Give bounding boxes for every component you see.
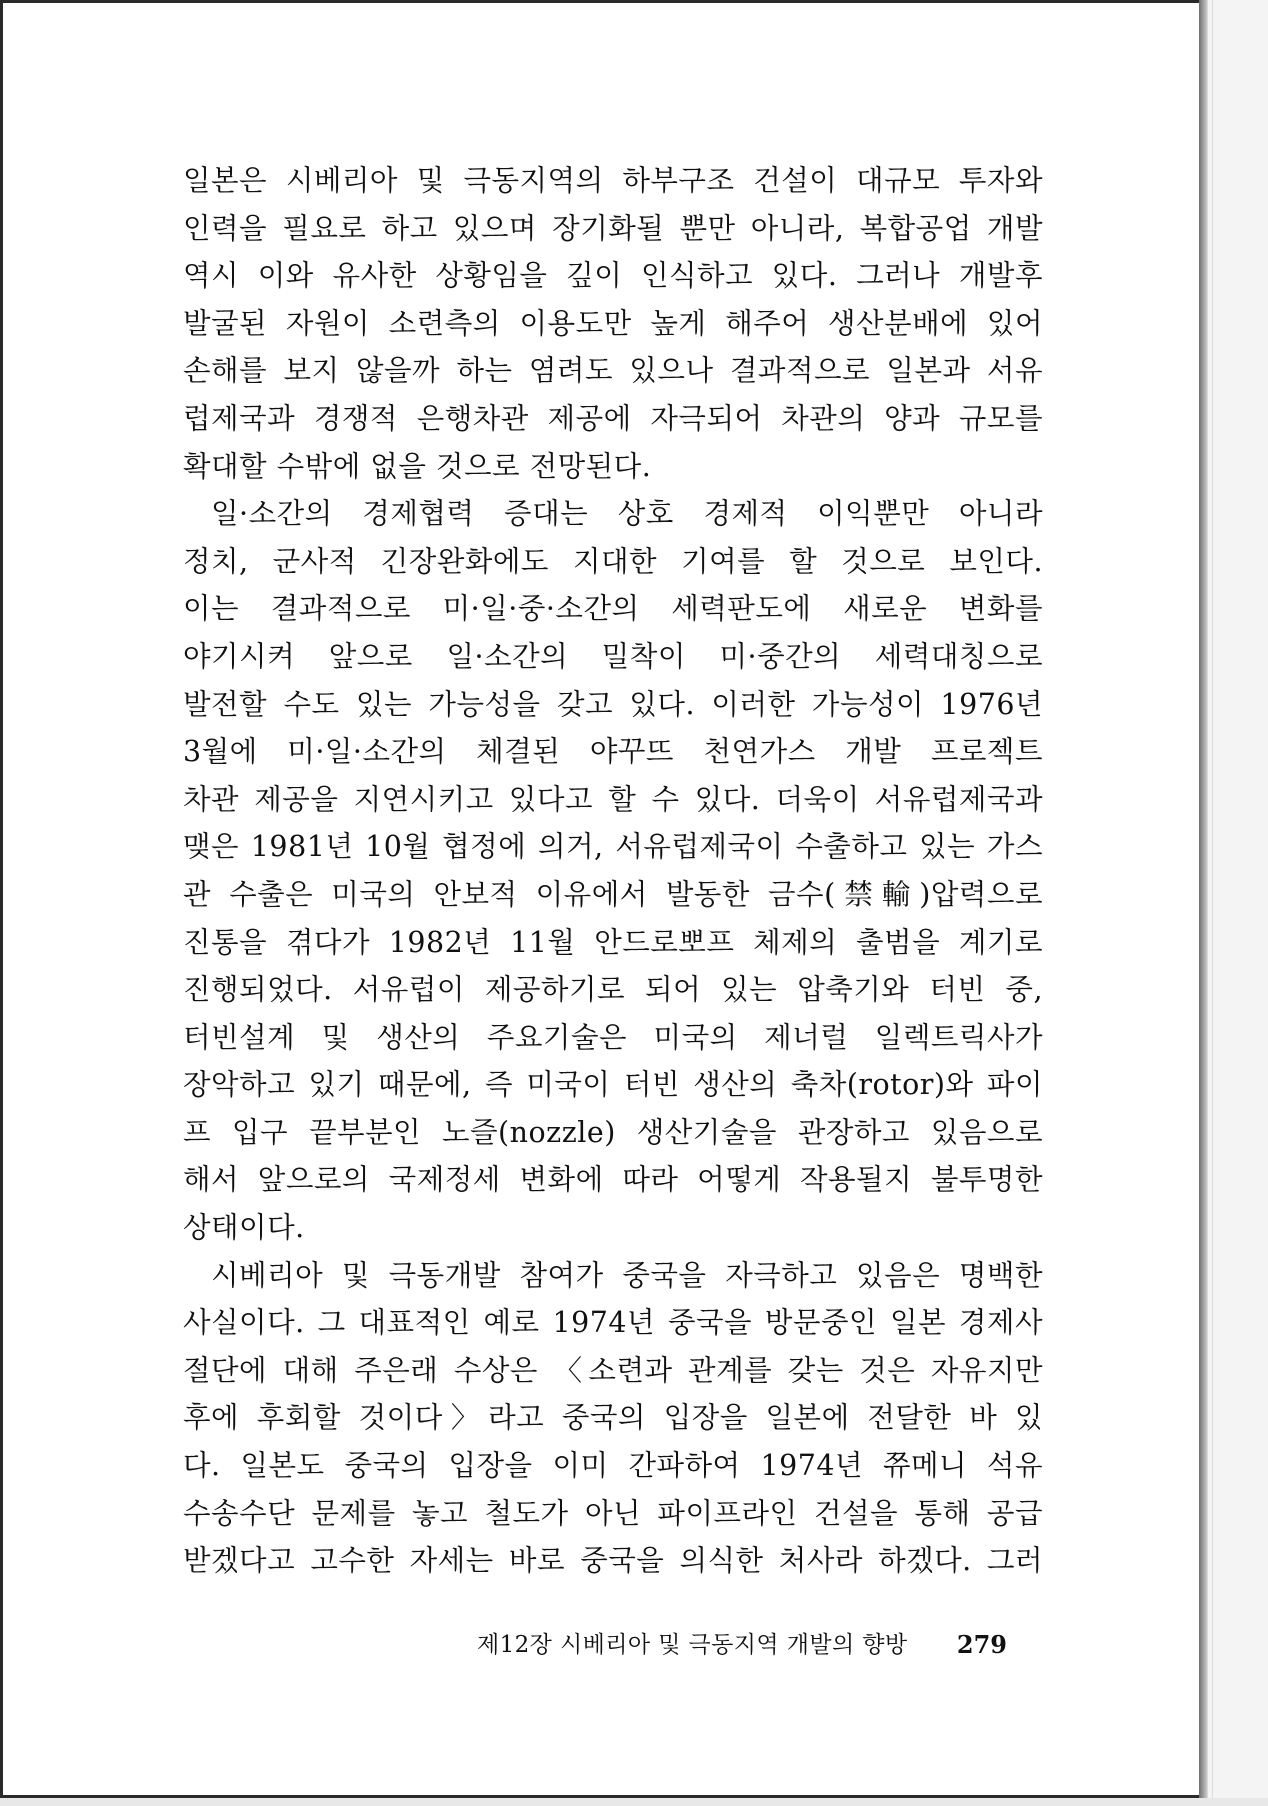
text-line: 사실이다. 그 대표적인 예로 1974년 중국을 방문중인 일본 경제사 xyxy=(183,1306,1043,1340)
page-bottom-edge xyxy=(0,1798,1268,1806)
text-line: 진통을 겪다가 1982년 11월 안드로뽀프 체제의 출범을 계기로 xyxy=(183,925,1043,959)
text-line: 일본은 시베리아 및 극동지역의 하부구조 건설이 대규모 투자와 xyxy=(183,164,1043,197)
running-footer xyxy=(477,1627,1007,1663)
text-line: 발전할 수도 있는 가능성을 갖고 있다. 이러한 가능성이 1976년 xyxy=(183,687,1043,721)
text-line: 일·소간의 경제협력 증대는 상호 경제적 이익뿐만 아니라 xyxy=(211,497,1043,531)
page-edge-shadow xyxy=(1199,0,1207,1798)
text-line: 해서 앞으로의 국제정세 변화에 따라 어떻게 작용될지 불투명한 xyxy=(183,1163,1043,1197)
chapter-running-title: 제12장 시베리아 및 극동지역 개발의 향방 xyxy=(477,1632,908,1658)
text-line: 상태이다. xyxy=(183,1211,305,1245)
page-stack-edge xyxy=(1207,0,1268,1806)
text-line: 프 입구 끝부분인 노즐(nozzle) 생산기술을 관장하고 있음으로 xyxy=(183,1115,1043,1149)
text-line: 야기시켜 앞으로 일·소간의 밀착이 미·중간의 세력대칭으로 xyxy=(183,639,1043,673)
text-line: 차관 제공을 지연시키고 있다고 할 수 있다. 더욱이 서유럽제국과 xyxy=(183,782,1043,816)
page-number: 279 xyxy=(956,1630,1007,1659)
text-line: 진행되었다. 서유럽이 제공하기로 되어 있는 압축기와 터빈 중, xyxy=(183,973,1043,1007)
text-line: 맺은 1981년 10월 협정에 의거, 서유럽제국이 수출하고 있는 가스 xyxy=(183,830,1043,864)
text-line: 인력을 필요로 하고 있으며 장기화될 뿐만 아니라, 복합공업 개발 xyxy=(183,211,1043,245)
text-line: 3월에 미·일·소간의 체결된 야꾸뜨 천연가스 개발 프로젝트 xyxy=(183,735,1043,769)
text-line: 이는 결과적으로 미·일·중·소간의 세력판도에 새로운 변화를 xyxy=(183,592,1043,626)
text-line: 발굴된 자원이 소련측의 이용도만 높게 해주어 생산분배에 있어 xyxy=(183,306,1043,340)
text-line: 다. 일본도 중국의 입장을 이미 간파하여 1974년 쮸메니 석유 xyxy=(183,1449,1043,1483)
text-line: 터빈설계 및 생산의 주요기술은 미국의 제너럴 일렉트릭사가 xyxy=(183,1020,1043,1054)
text-line: 럽제국과 경쟁적 은행차관 제공에 자극되어 차관의 양과 규모를 xyxy=(183,401,1043,435)
text-line: 손해를 보지 않을까 하는 염려도 있으나 결과적으로 일본과 서유 xyxy=(183,354,1043,388)
body-text xyxy=(183,157,1043,1585)
text-line: 수송수단 문제를 놓고 철도가 아닌 파이프라인 건설을 통해 공급 xyxy=(183,1496,1043,1530)
text-line: 후에 후회할 것이다〉라고 중국의 입장을 일본에 전달한 바 있 xyxy=(183,1401,1043,1435)
text-line: 정치, 군사적 긴장완화에도 지대한 기여를 할 것으로 보인다. xyxy=(183,544,1043,578)
text-line: 장악하고 있기 때문에, 즉 미국이 터빈 생산의 축차(rotor)와 파이 xyxy=(183,1068,1043,1102)
text-line: 받겠다고 고수한 자세는 바로 중국을 의식한 처사라 하겠다. 그러 xyxy=(183,1544,1043,1578)
text-line: 역시 이와 유사한 상황임을 깊이 인식하고 있다. 그러나 개발후 xyxy=(183,259,1043,293)
text-line: 시베리아 및 극동개발 참여가 중국을 자극하고 있음은 명백한 xyxy=(211,1258,1043,1292)
text-line: 확대할 수밖에 없을 것으로 전망된다. xyxy=(183,449,652,483)
text-line: 절단에 대해 주은래 수상은 〈소련과 관계를 갖는 것은 자유지만 xyxy=(183,1353,1043,1387)
text-line: 관 수출은 미국의 안보적 이유에서 발동한 금수(禁輸)압력으로 xyxy=(183,877,1043,911)
